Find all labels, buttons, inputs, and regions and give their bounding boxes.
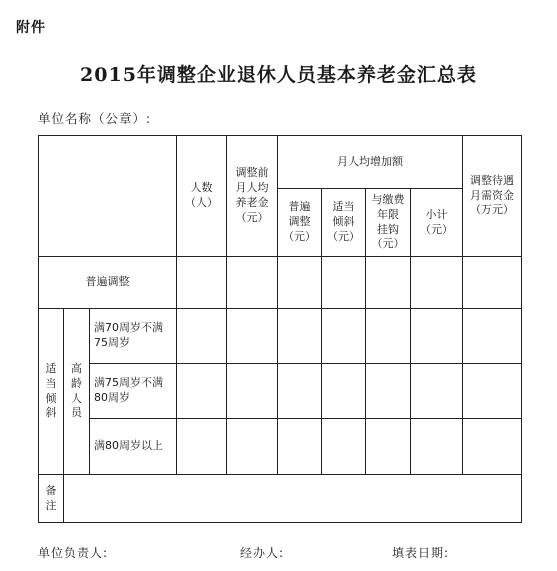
footer-responsible-label: 单位负责人: xyxy=(38,546,109,560)
header-contribution-linked: 与缴费 年限 挂钩 （元） xyxy=(366,189,411,257)
header-subtotal: 小计 （元） xyxy=(411,189,463,257)
summary-table xyxy=(38,135,522,523)
table-cell xyxy=(227,309,278,364)
row-age-75-80: 满75周岁不满80周岁 xyxy=(90,364,177,419)
table-cell xyxy=(177,364,227,419)
header-count: 人数 （人） xyxy=(177,136,227,257)
table-cell xyxy=(411,419,463,475)
table-cell xyxy=(366,364,411,419)
header-pre-adjust-pension: 调整前 月人均 养老金 （元） xyxy=(227,136,278,257)
table-cell xyxy=(227,364,278,419)
table-cell xyxy=(322,309,366,364)
header-monthly-increase: 月人均增加额 xyxy=(278,136,463,189)
document-title: 2015年调整企业退休人员基本养老金汇总表 xyxy=(80,64,477,86)
table-cell xyxy=(463,364,522,419)
header-tilt: 适当 倾斜 （元） xyxy=(322,189,366,257)
row-age-80-plus: 满80周岁以上 xyxy=(90,419,177,475)
table-cell xyxy=(366,257,411,309)
table-cell xyxy=(322,257,366,309)
table-cell xyxy=(278,419,322,475)
corner-cell xyxy=(39,136,177,257)
table-cell xyxy=(463,309,522,364)
table-cell xyxy=(366,309,411,364)
table-cell xyxy=(177,257,227,309)
table-cell xyxy=(463,419,522,475)
table-cell xyxy=(278,257,322,309)
table-cell xyxy=(278,309,322,364)
table-cell xyxy=(227,419,278,475)
row-tilt-label: 适当倾斜 xyxy=(39,309,64,475)
unit-name-label: 单位名称（公章）: xyxy=(38,111,152,126)
row-general-label: 普遍调整 xyxy=(39,257,177,309)
table-cell xyxy=(366,419,411,475)
row-remarks-label: 备注 xyxy=(39,475,64,523)
table-cell xyxy=(322,364,366,419)
row-elderly-label: 高龄人员 xyxy=(64,309,90,475)
table-cell xyxy=(411,309,463,364)
table-cell xyxy=(278,364,322,419)
table-cell xyxy=(411,364,463,419)
table-cell xyxy=(177,419,227,475)
table-cell xyxy=(177,309,227,364)
table-cell xyxy=(322,419,366,475)
remarks-cell xyxy=(64,475,522,523)
header-general-adjust: 普遍 调整 （元） xyxy=(278,189,322,257)
header-monthly-funds: 调整待遇 月需资金 （万元） xyxy=(463,136,522,257)
table-cell xyxy=(411,257,463,309)
table-cell xyxy=(463,257,522,309)
footer-handler-label: 经办人: xyxy=(240,546,285,560)
attachment-label: 附件 xyxy=(16,20,46,36)
footer-date-label: 填表日期: xyxy=(392,546,450,560)
row-age-70-75: 满70周岁不满75周岁 xyxy=(90,309,177,364)
table-cell xyxy=(227,257,278,309)
